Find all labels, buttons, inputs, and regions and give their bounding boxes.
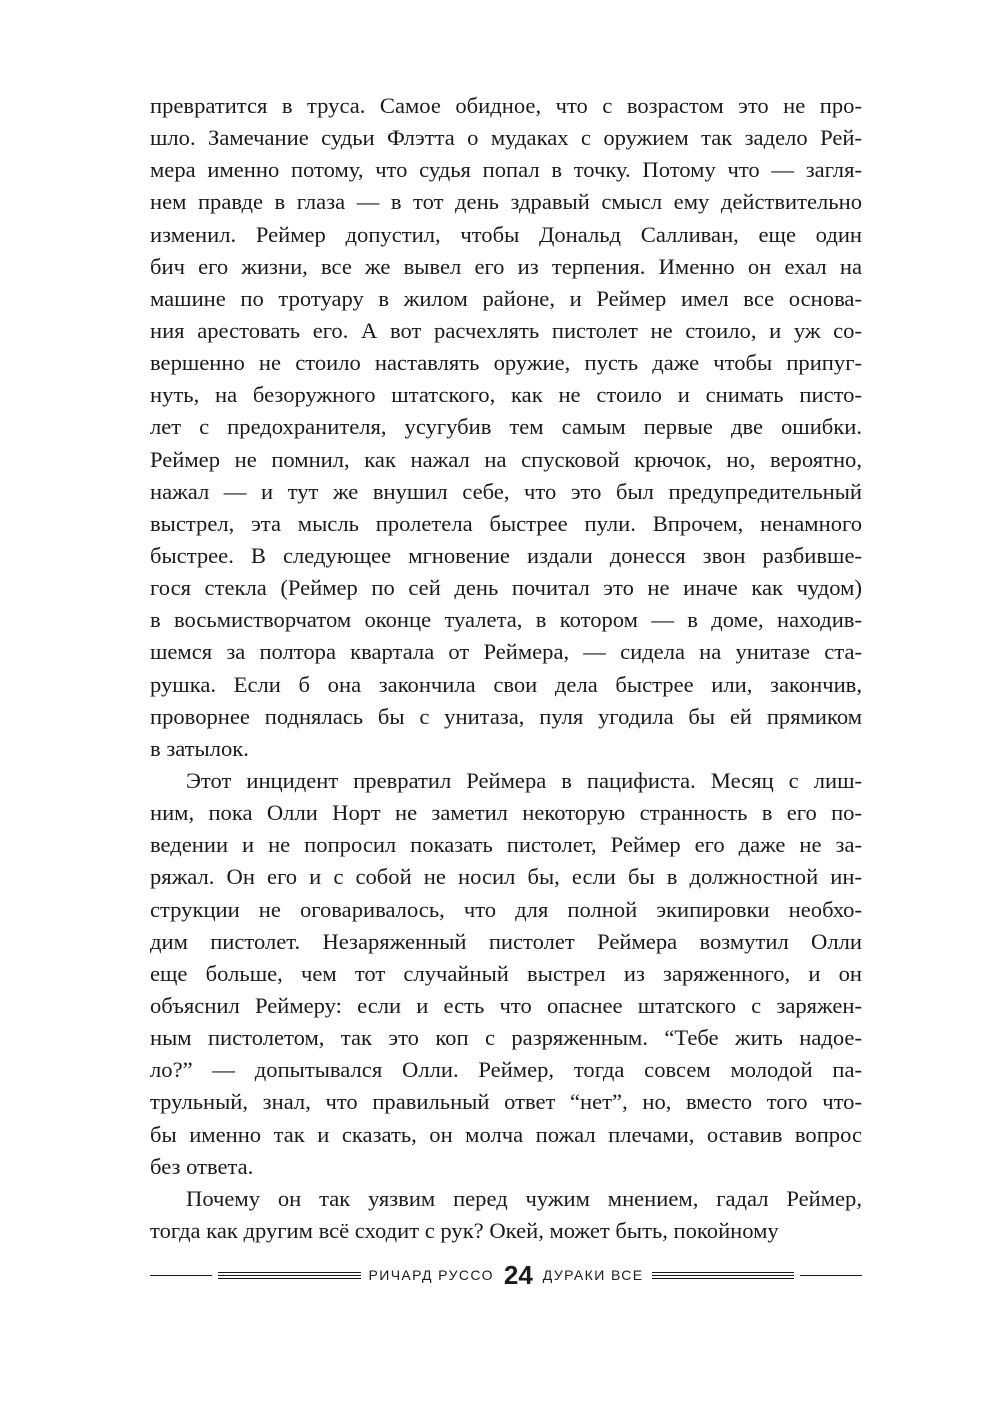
text-line: ным пистолетом, так это коп с разряженным. “Тебе жить надое- <box>150 1025 862 1051</box>
text-line: нуть, на безоружного штатского, как не стоило и снимать писто- <box>150 382 862 408</box>
text-line: рушка. Если б она закончила свои дела быстрее или, закончив, <box>150 671 862 697</box>
text-line: трульный, знал, что правильный ответ “нет”, но, вместо того что- <box>150 1089 862 1115</box>
text-line: ведении и не попросил показать пистолет, Реймер его даже не за- <box>150 832 862 858</box>
page-number: 24 <box>503 1260 533 1290</box>
text-line: Почему он так уязвим перед чужим мнением, гадал Реймер, <box>186 1185 862 1211</box>
text-line: тогда как другим всё сходит с рук? Окей, может быть, покойному <box>150 1217 779 1243</box>
footer-rule-right-single <box>800 1275 862 1276</box>
footer-author: РИЧАРД РУССО <box>368 1267 494 1283</box>
text-line: нем правде в глаза — в тот день здравый смысл ему действительно <box>150 189 862 215</box>
text-line: гося стекла (Реймер по сей день почитал это не иначе как чудом) <box>150 575 862 601</box>
text-line: быстрее. В следующее мгновение издали донесся звон разбивше- <box>150 542 862 568</box>
body-text <box>150 90 862 1247</box>
text-line: машине по тротуару в жилом районе, и Реймер имел все основа- <box>150 285 862 311</box>
footer-rule-left-double <box>218 1269 361 1281</box>
text-line: превратится в труса. Самое обидное, что с возрастом это не про- <box>150 93 862 118</box>
text-line: ло?” — допытывался Олли. Реймер, тогда совсем молодой па- <box>150 1057 862 1083</box>
text-line: шло. Замечание судьи Флэтта о мудаках с оружием так задело Рей- <box>150 125 862 151</box>
page-footer <box>150 1262 862 1288</box>
text-line: мера именно потому, что судья попал в точку. Потому что — загля- <box>150 157 862 183</box>
footer-rule-left-single <box>150 1275 212 1276</box>
text-line: ряжал. Он его и с собой не носил бы, если бы в должностной ин- <box>150 864 862 890</box>
text-line: шемся за полтора квартала от Реймера, — сидела на унитазе ста- <box>150 639 862 665</box>
text-line: без ответа. <box>150 1153 254 1179</box>
footer-rule-right-double <box>652 1269 795 1281</box>
text-line: вершенно не стоило наставлять оружие, пусть даже чтобы припуг- <box>150 350 862 376</box>
text-line: лет с предохранителя, усугубив тем самым первые две ошибки. <box>150 414 862 440</box>
text-line: еще больше, чем тот случайный выстрел из заряженного, и он <box>150 960 862 986</box>
text-line: бич его жизни, все же вывел его из терпения. Именно он ехал на <box>150 253 862 279</box>
text-line: Этот инцидент превратил Реймера в пацифиста. Месяц с лиш- <box>186 767 862 793</box>
footer-rule-right <box>652 1269 863 1281</box>
text-line: ния арестовать его. А вот расчехлять пистолет не стоило, и уж со- <box>150 317 862 343</box>
text-line: в восьмистворчатом оконце туалета, в котором — в доме, находив- <box>150 607 862 633</box>
text-line: бы именно так и сказать, он молча пожал плечами, оставив вопрос <box>150 1121 862 1147</box>
text-line: дим пистолет. Незаряженный пистолет Реймера возмутил Олли <box>150 928 862 954</box>
text-line: струкции не оговаривалось, что для полной экипировки необхо- <box>150 896 862 922</box>
text-line: проворнее поднялась бы с унитаза, пуля угодила бы ей прямиком <box>150 703 862 729</box>
footer-book-title: ДУРАКИ ВСЕ <box>542 1267 644 1283</box>
text-line: изменил. Реймер допустил, чтобы Дональд Салливан, еще один <box>150 221 862 247</box>
text-line: нажал — и тут же внушил себе, что это был предупредительный <box>150 478 862 504</box>
footer-rule-left <box>150 1269 361 1281</box>
text-line: Реймер не помнил, как нажал на спусковой крючок, но, вероятно, <box>150 446 862 472</box>
text-line: в затылок. <box>150 735 249 761</box>
text-line: объяснил Реймеру: если и есть что опаснее штатского с заряжен- <box>150 992 862 1018</box>
text-line: выстрел, эта мысль пролетела быстрее пули. Впрочем, ненамного <box>150 510 862 536</box>
text-line: ним, пока Олли Норт не заметил некоторую странность в его по- <box>150 800 862 826</box>
